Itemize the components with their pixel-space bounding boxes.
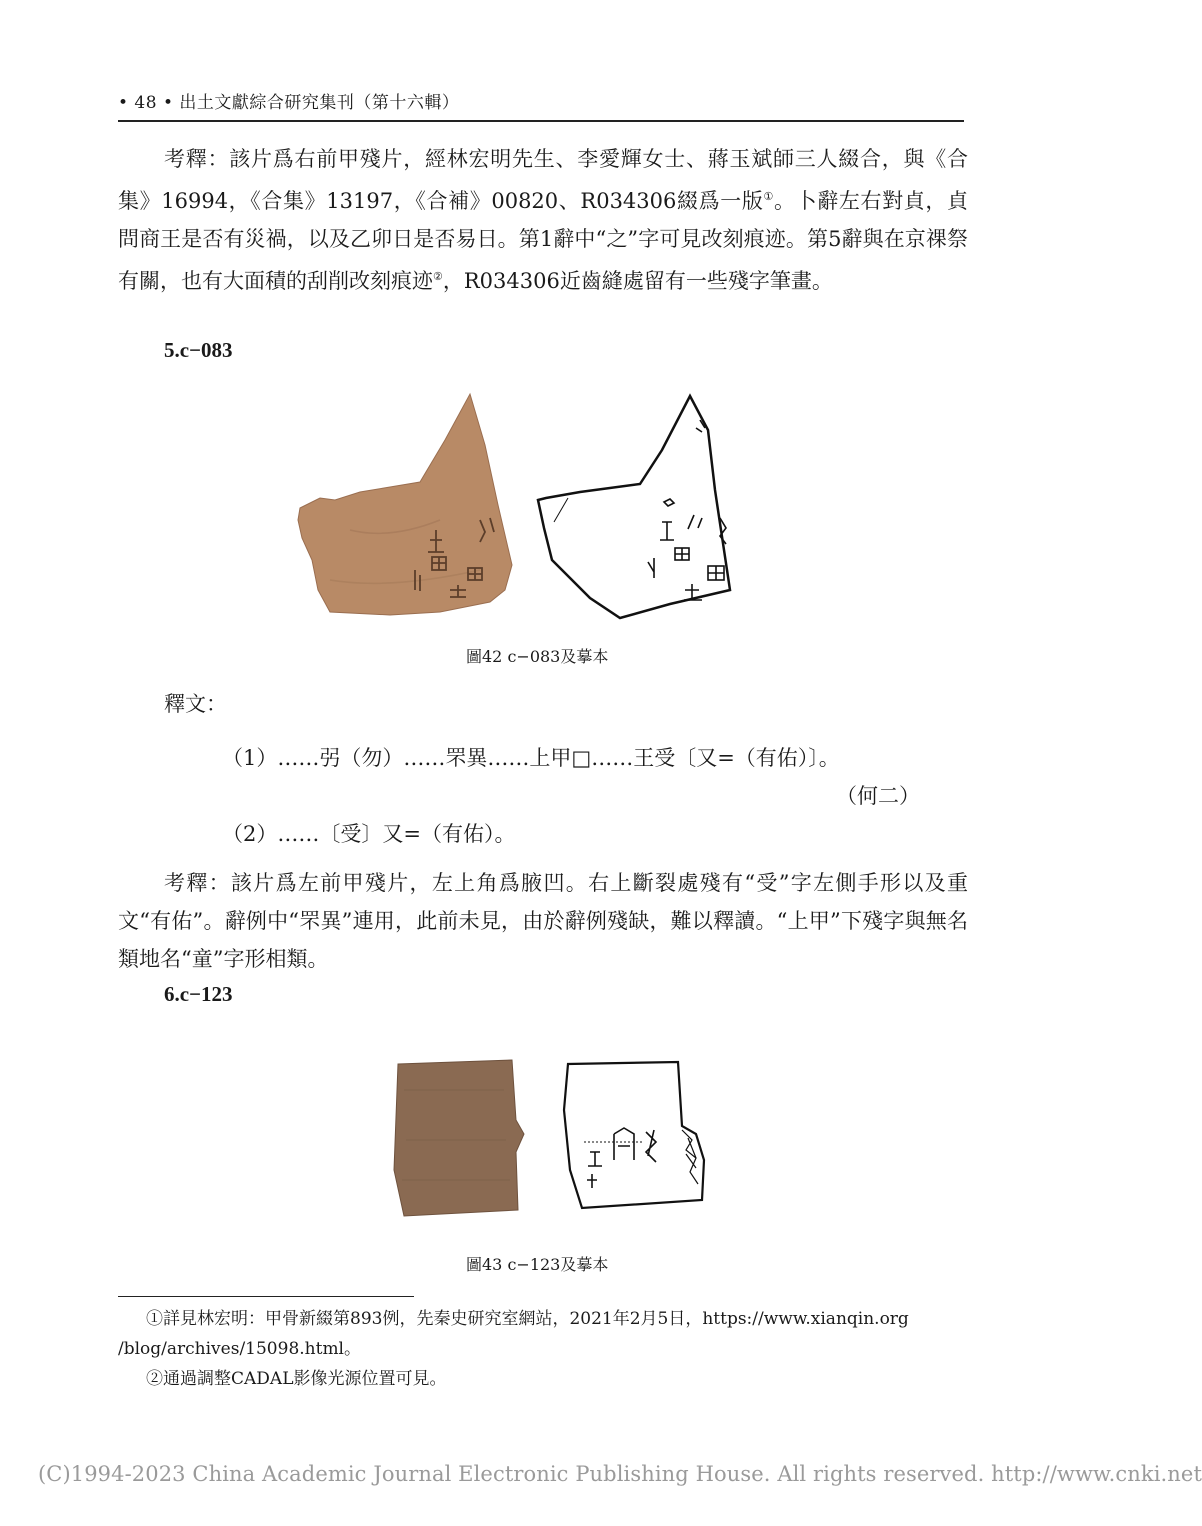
- oracle-bone-tracing-c083: [538, 396, 730, 618]
- section-heading-5: 5.c−083: [164, 338, 233, 362]
- inscription-line-1-note: （何二）: [836, 784, 920, 808]
- footnote-1: [118, 1304, 978, 1364]
- footnote-1-line-1: ①詳見林宏明：甲骨新綴第893例，先秦史研究室網站，2021年2月5日，https://www.xianqin.org: [146, 1309, 909, 1329]
- running-header: • 48 • 出土文獻綜合研究集刊（第十六輯）: [118, 93, 460, 113]
- oracle-bone-photo-c123: [394, 1060, 524, 1216]
- footnote-1-line-2: /blog/archives/15098.html。: [118, 1339, 361, 1359]
- commentary-paragraph-1: [118, 140, 968, 300]
- footnote-2: ②通過調整CADAL影像光源位置可見。: [146, 1369, 447, 1389]
- inscription-line-2: （2）……〔受〕又=（有佑）。: [222, 822, 516, 846]
- header-rule: [118, 120, 964, 122]
- footnote-rule: [118, 1296, 414, 1297]
- footnote-ref-1[interactable]: ①: [763, 190, 775, 203]
- figure-43-images: [384, 1050, 714, 1225]
- oracle-bone-photo-c083: [298, 394, 512, 615]
- oracle-bone-tracing-c123: [564, 1062, 704, 1208]
- inscription-line-1: （1）……弜（勿）……罘異……上甲□……王受〔又=（有佑）〕。: [222, 746, 840, 770]
- section-heading-6: 6.c−123: [164, 982, 233, 1006]
- copyright-notice: (C)1994-2023 China Academic Journal Electronic Publishing House. All rights reserved. http://www.cnki.net: [38, 1462, 1202, 1486]
- figure-42-caption: 圖42 c−083及摹本: [466, 647, 609, 666]
- commentary-1-text-a: 考釋：該片爲右前甲殘片，經林宏明先生、李愛輝女士、蔣玉斌師三人綴合，與《合集》16994，《合集》13197，《合補》00820、R034306綴爲一版: [118, 147, 968, 213]
- commentary-paragraph-2: [118, 864, 968, 978]
- figure-42-images: [290, 390, 770, 630]
- commentary-1-text-b: 。卜辭左右對貞，貞問商王是否有災禍，以及乙卯日是否易日。第1辭中“之”字可見改刻痕迹。第5辭與在京祼祭有關，也有大面積的刮削改刻痕迹: [118, 189, 969, 293]
- transcription-label: 釋文：: [164, 692, 227, 716]
- commentary-2-text: 考釋：該片爲左前甲殘片，左上角爲腋凹。右上斷裂處殘有“受”字左側手形以及重文“有佑”。辭例中“罘異”連用，此前未見，由於辭例殘缺，難以釋讀。“上甲”下殘字與無名類地名“童”字形相類。: [118, 871, 968, 971]
- figure-43-caption: 圖43 c−123及摹本: [466, 1255, 609, 1274]
- footnote-ref-2[interactable]: ②: [433, 270, 443, 283]
- commentary-1-text-c: ，R034306近齒縫處留有一些殘字筆畫。: [442, 269, 833, 293]
